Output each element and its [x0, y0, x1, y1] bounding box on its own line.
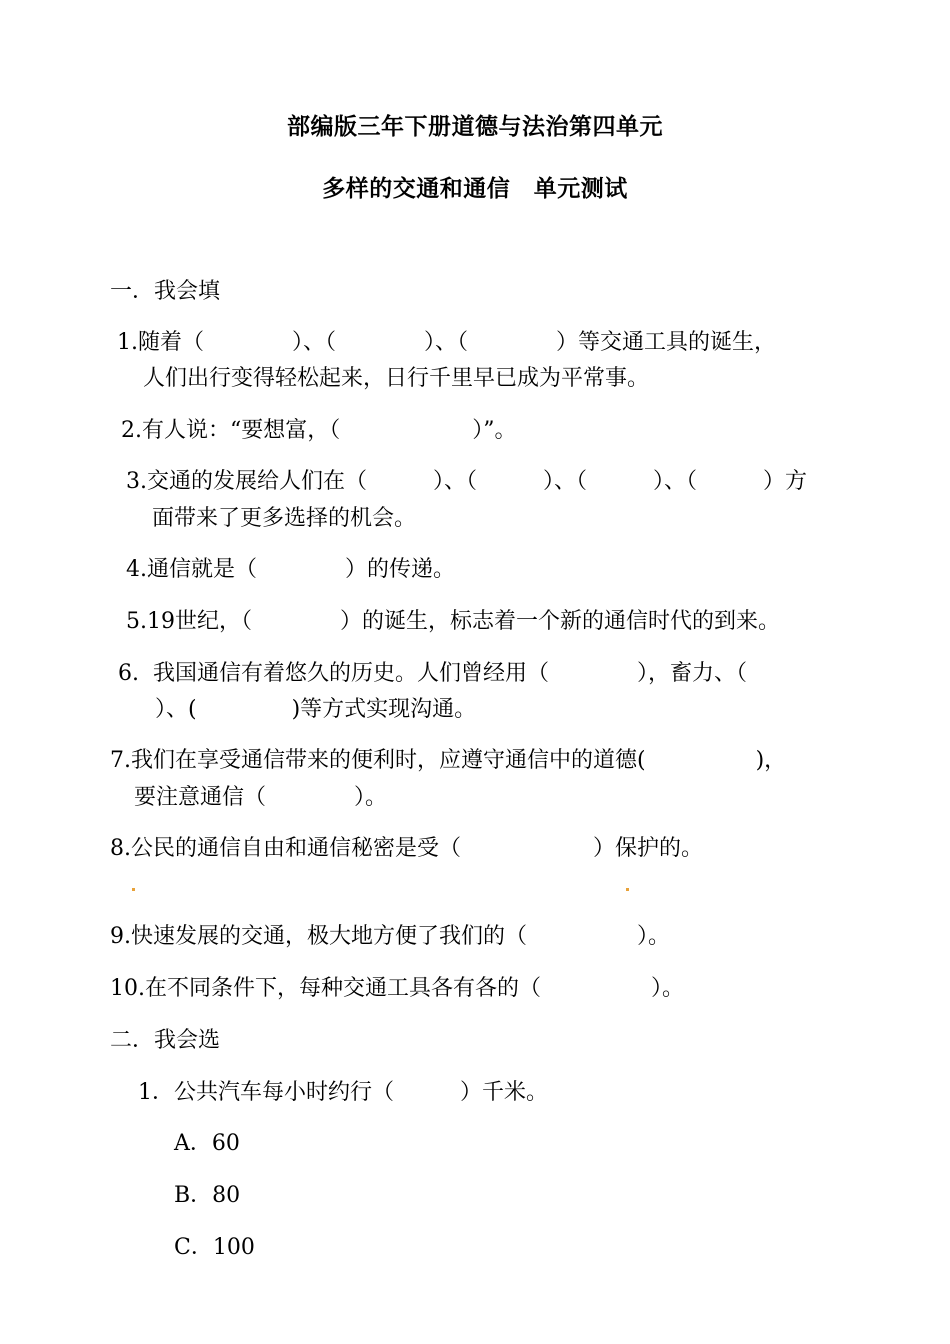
question-7-line-1: 7.我们在享受通信带来的便利时，应遵守通信中的道德( )， — [110, 748, 787, 773]
question-8: 8.公民的通信自由和通信秘密是受（ ）保护的。 — [110, 836, 703, 861]
choice-option-a: A．60 — [174, 1131, 240, 1156]
section-heading-fill: 一．我会填 — [110, 279, 221, 304]
question-10: 10.在不同条件下，每种交通工具各有各的（ ）。 — [110, 976, 684, 1001]
choice-option-c: C．100 — [174, 1235, 255, 1260]
section-heading-choose: 二．我会选 — [110, 1028, 221, 1053]
page-subtitle: 多样的交通和通信 单元测试 — [322, 176, 628, 202]
question-2: 2.有人说：“要想富，（ ）”。 — [121, 418, 517, 443]
choice-question-1: 1．公共汽车每小时约行（ ）千米。 — [138, 1080, 548, 1105]
decorative-dot — [132, 888, 135, 891]
question-6-line-2: ）、( )等方式实现沟通。 — [155, 697, 477, 722]
question-5: 5.19世纪，（ ）的诞生，标志着一个新的通信时代的到来。 — [126, 609, 780, 634]
decorative-dot — [626, 888, 629, 891]
question-3-line-2: 面带来了更多选择的机会。 — [152, 506, 417, 531]
question-3-line-1: 3.交通的发展给人们在（ ）、（ ）、（ ）、（ ）方 — [126, 469, 807, 494]
question-6-line-1: 6. 我国通信有着悠久的历史。人们曾经用（ ），畜力、（ — [118, 661, 747, 686]
question-9: 9.快速发展的交通，极大地方便了我们的（ ）。 — [110, 924, 670, 949]
question-1-line-1: 1.随着（ ）、（ ）、（ ）等交通工具的诞生， — [117, 330, 776, 355]
question-7-line-2: 要注意通信（ ）。 — [134, 785, 388, 810]
choice-option-b: B．80 — [174, 1183, 241, 1208]
question-1-line-2: 人们出行变得轻松起来，日行千里早已成为平常事。 — [143, 366, 650, 391]
question-4: 4.通信就是（ ）的传递。 — [126, 557, 455, 582]
page-title: 部编版三年下册道德与法治第四单元 — [287, 114, 663, 140]
